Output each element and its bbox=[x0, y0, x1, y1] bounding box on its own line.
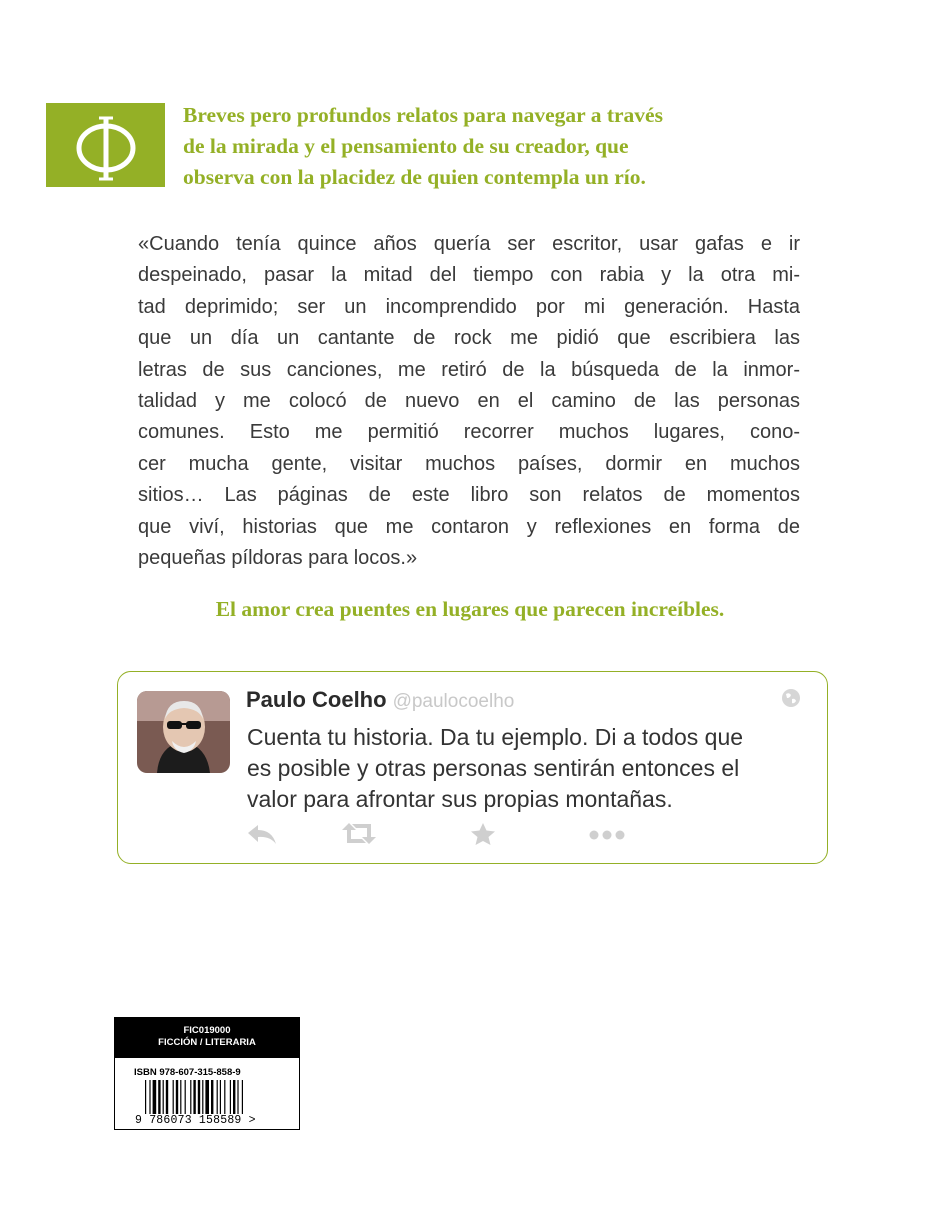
tagline: El amor crea puentes en lugares que parecen increíbles. bbox=[215, 597, 725, 621]
publisher-logo bbox=[46, 103, 165, 187]
reply-icon[interactable] bbox=[246, 822, 278, 846]
quote-line: despeinado, pasar la mitad del tiempo con rabia y la otra mi- bbox=[138, 264, 800, 287]
favorite-icon[interactable] bbox=[470, 822, 496, 846]
category-code: FIC019000 bbox=[183, 1025, 231, 1036]
isbn-text: ISBN 978-607-315-858-9 bbox=[134, 1067, 241, 1078]
author-name: Paulo Coelho bbox=[246, 687, 387, 712]
quote-line: sitios… Las páginas de este libro son relatos de momentos bbox=[138, 484, 800, 507]
barcode-label bbox=[114, 1017, 300, 1130]
quote-line: talidad y me colocó de nuevo en el camino de las personas bbox=[138, 389, 800, 412]
intro-line: de la mirada y el pensamiento de su creador, que bbox=[183, 134, 629, 158]
avatar bbox=[137, 691, 230, 773]
phi-icon bbox=[46, 103, 165, 187]
barcode-number: 9 786073 158589 > bbox=[135, 1114, 256, 1127]
tweet-author[interactable] bbox=[246, 687, 514, 713]
quote-line: pequeñas píldoras para locos.» bbox=[138, 546, 418, 569]
tweet-card bbox=[117, 671, 828, 864]
barcode-bars bbox=[145, 1080, 277, 1116]
tweet-line: valor para afrontar sus propias montañas. bbox=[247, 786, 673, 812]
quote-line: que un día un cantante de rock me pidió que escribiera las bbox=[138, 327, 800, 350]
tweet-line: es posible y otras personas sentirán entonces el bbox=[247, 755, 740, 781]
intro-blurb bbox=[183, 100, 823, 193]
globe-icon bbox=[781, 688, 801, 708]
quote-line: comunes. Esto me permitió recorrer muchos lugares, cono- bbox=[138, 421, 800, 444]
quote-line: letras de sus canciones, me retiró de la búsqueda de la inmor- bbox=[138, 358, 800, 381]
retweet-icon[interactable] bbox=[340, 822, 378, 846]
quote-line: cer mucha gente, visitar muchos países, dormir en muchos bbox=[138, 452, 800, 475]
category-name: FICCIÓN / LITERARIA bbox=[158, 1037, 256, 1048]
tweet-line: Cuenta tu historia. Da tu ejemplo. Di a todos que bbox=[247, 724, 744, 750]
author-quote bbox=[138, 229, 800, 574]
quote-line: que viví, historias que me contaron y reflexiones en forma de bbox=[138, 515, 800, 538]
category-header bbox=[115, 1018, 299, 1058]
author-handle: @paulocoelho bbox=[392, 691, 515, 712]
quote-line: «Cuando tenía quince años quería ser escritor, usar gafas e ir bbox=[138, 233, 800, 255]
quote-line: tad deprimido; ser un incomprendido por mi generación. Hasta bbox=[138, 295, 800, 318]
intro-line: observa con la placidez de quien contempla un río. bbox=[183, 165, 646, 189]
intro-line: Breves pero profundos relatos para navegar a través bbox=[183, 103, 663, 127]
tweet-text bbox=[247, 722, 827, 815]
more-icon[interactable] bbox=[588, 822, 626, 846]
